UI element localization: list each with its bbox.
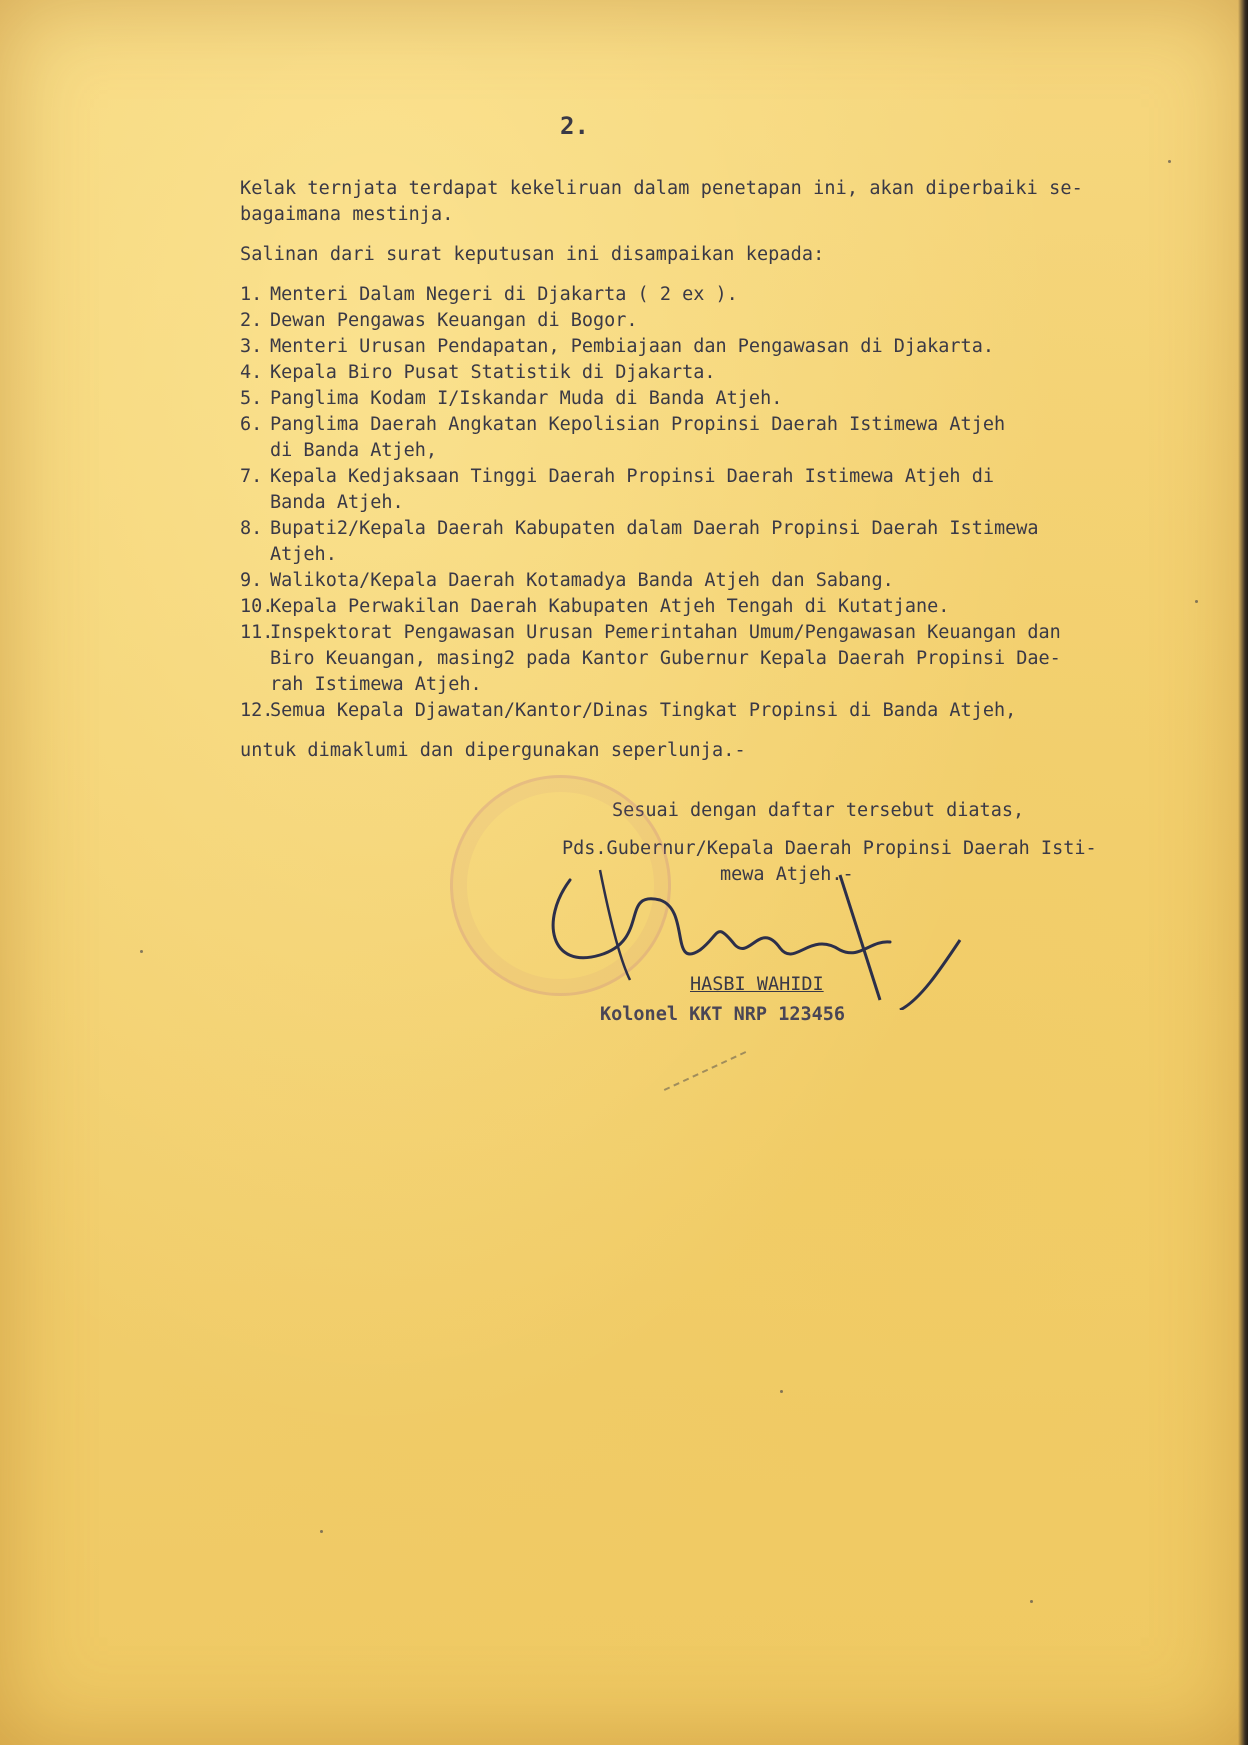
recipient-text: Bupati2/Kepala Daerah Kabupaten dalam Daerah Propinsi Daerah Istimewa (270, 518, 1039, 539)
recipient-item (240, 516, 1140, 568)
scan-mark (664, 1051, 746, 1091)
signature-according: Sesuai dengan daftar tersebut diatas, (612, 800, 1025, 821)
recipient-item (240, 360, 1140, 386)
opening-line-1: Kelak ternjata terdapat kekeliruan dalam penetapan ini, akan diperbaiki se- (240, 178, 1083, 199)
page-number: 2. (560, 112, 589, 140)
recipient-number: 4. (240, 362, 263, 383)
recipient-item (240, 698, 1140, 724)
recipient-item (240, 308, 1140, 334)
recipient-number: 8. (240, 518, 263, 539)
signatory-rank-nrp: Kolonel KKT NRP 123456 (600, 1004, 846, 1025)
recipient-number: 5. (240, 388, 263, 409)
recipient-text: Panglima Kodam I/Iskandar Muda di Banda Atjeh. (270, 388, 783, 409)
recipient-number: 1. (240, 284, 263, 305)
opening-line-2: bagaimana mestinja. (240, 204, 454, 225)
recipient-item (240, 594, 1140, 620)
recipient-text: Kepala Kedjaksaan Tinggi Daerah Propinsi Daerah Istimewa Atjeh di (270, 466, 994, 487)
scan-speck (1168, 160, 1171, 163)
recipient-number: 3. (240, 336, 263, 357)
recipient-text: Inspektorat Pengawasan Urusan Pemerintahan Umum/Pengawasan Keuangan dan (270, 622, 1061, 643)
recipient-item (240, 334, 1140, 360)
recipient-text: Kepala Perwakilan Daerah Kabupaten Atjeh Tengah di Kutatjane. (270, 596, 950, 617)
recipient-item (240, 464, 1140, 516)
recipient-text: Walikota/Kepala Daerah Kotamadya Banda Atjeh dan Sabang. (270, 570, 894, 591)
recipient-number: 6. (240, 414, 263, 435)
scan-speck (320, 1530, 323, 1533)
recipient-number: 10. (240, 596, 274, 617)
recipient-item (240, 412, 1140, 464)
closing-line: untuk dimaklumi dan dipergunakan seperlunja.- (240, 740, 746, 761)
recipient-number: 11. (240, 622, 274, 643)
signature-title-line-2: mewa Atjeh.- (720, 864, 854, 885)
signatory-name: HASBI WAHIDI (690, 974, 824, 995)
recipient-text: Dewan Pengawas Keuangan di Bogor. (270, 310, 638, 331)
copy-intro: Salinan dari surat keputusan ini disampaikan kepada: (240, 244, 825, 265)
scan-speck (1195, 600, 1198, 603)
recipient-item (240, 620, 1140, 698)
scan-speck (140, 950, 143, 953)
recipient-number: 9. (240, 570, 263, 591)
signature-title-line-1: Pds.Gubernur/Kepala Daerah Propinsi Daerah Isti- (562, 838, 1097, 859)
recipient-number: 12. (240, 700, 274, 721)
recipient-number: 2. (240, 310, 263, 331)
recipient-item (240, 386, 1140, 412)
recipient-number: 7. (240, 466, 263, 487)
scan-speck (1030, 1600, 1033, 1603)
recipient-text: Menteri Dalam Negeri di Djakarta ( 2 ex ). (270, 284, 738, 305)
recipient-item (240, 568, 1140, 594)
recipient-text: Semua Kepala Djawatan/Kantor/Dinas Tingkat Propinsi di Banda Atjeh, (270, 700, 1017, 721)
recipient-text-continued: rah Istimewa Atjeh. (270, 674, 482, 695)
scan-edge (1238, 0, 1248, 1745)
recipient-text: Menteri Urusan Pendapatan, Pembiajaan dan Pengawasan di Djakarta. (270, 336, 994, 357)
recipient-text: Panglima Daerah Angkatan Kepolisian Propinsi Daerah Istimewa Atjeh (270, 414, 1006, 435)
recipient-text-continued: Biro Keuangan, masing2 pada Kantor Gubernur Kepala Daerah Propinsi Dae- (270, 648, 1061, 669)
recipient-text-continued: Banda Atjeh. (270, 492, 404, 513)
recipient-item (240, 282, 1140, 308)
recipient-text-continued: di Banda Atjeh, (270, 440, 438, 461)
recipient-text-continued: Atjeh. (270, 544, 337, 565)
scan-speck (780, 1390, 783, 1393)
recipient-text: Kepala Biro Pusat Statistik di Djakarta. (270, 362, 716, 383)
